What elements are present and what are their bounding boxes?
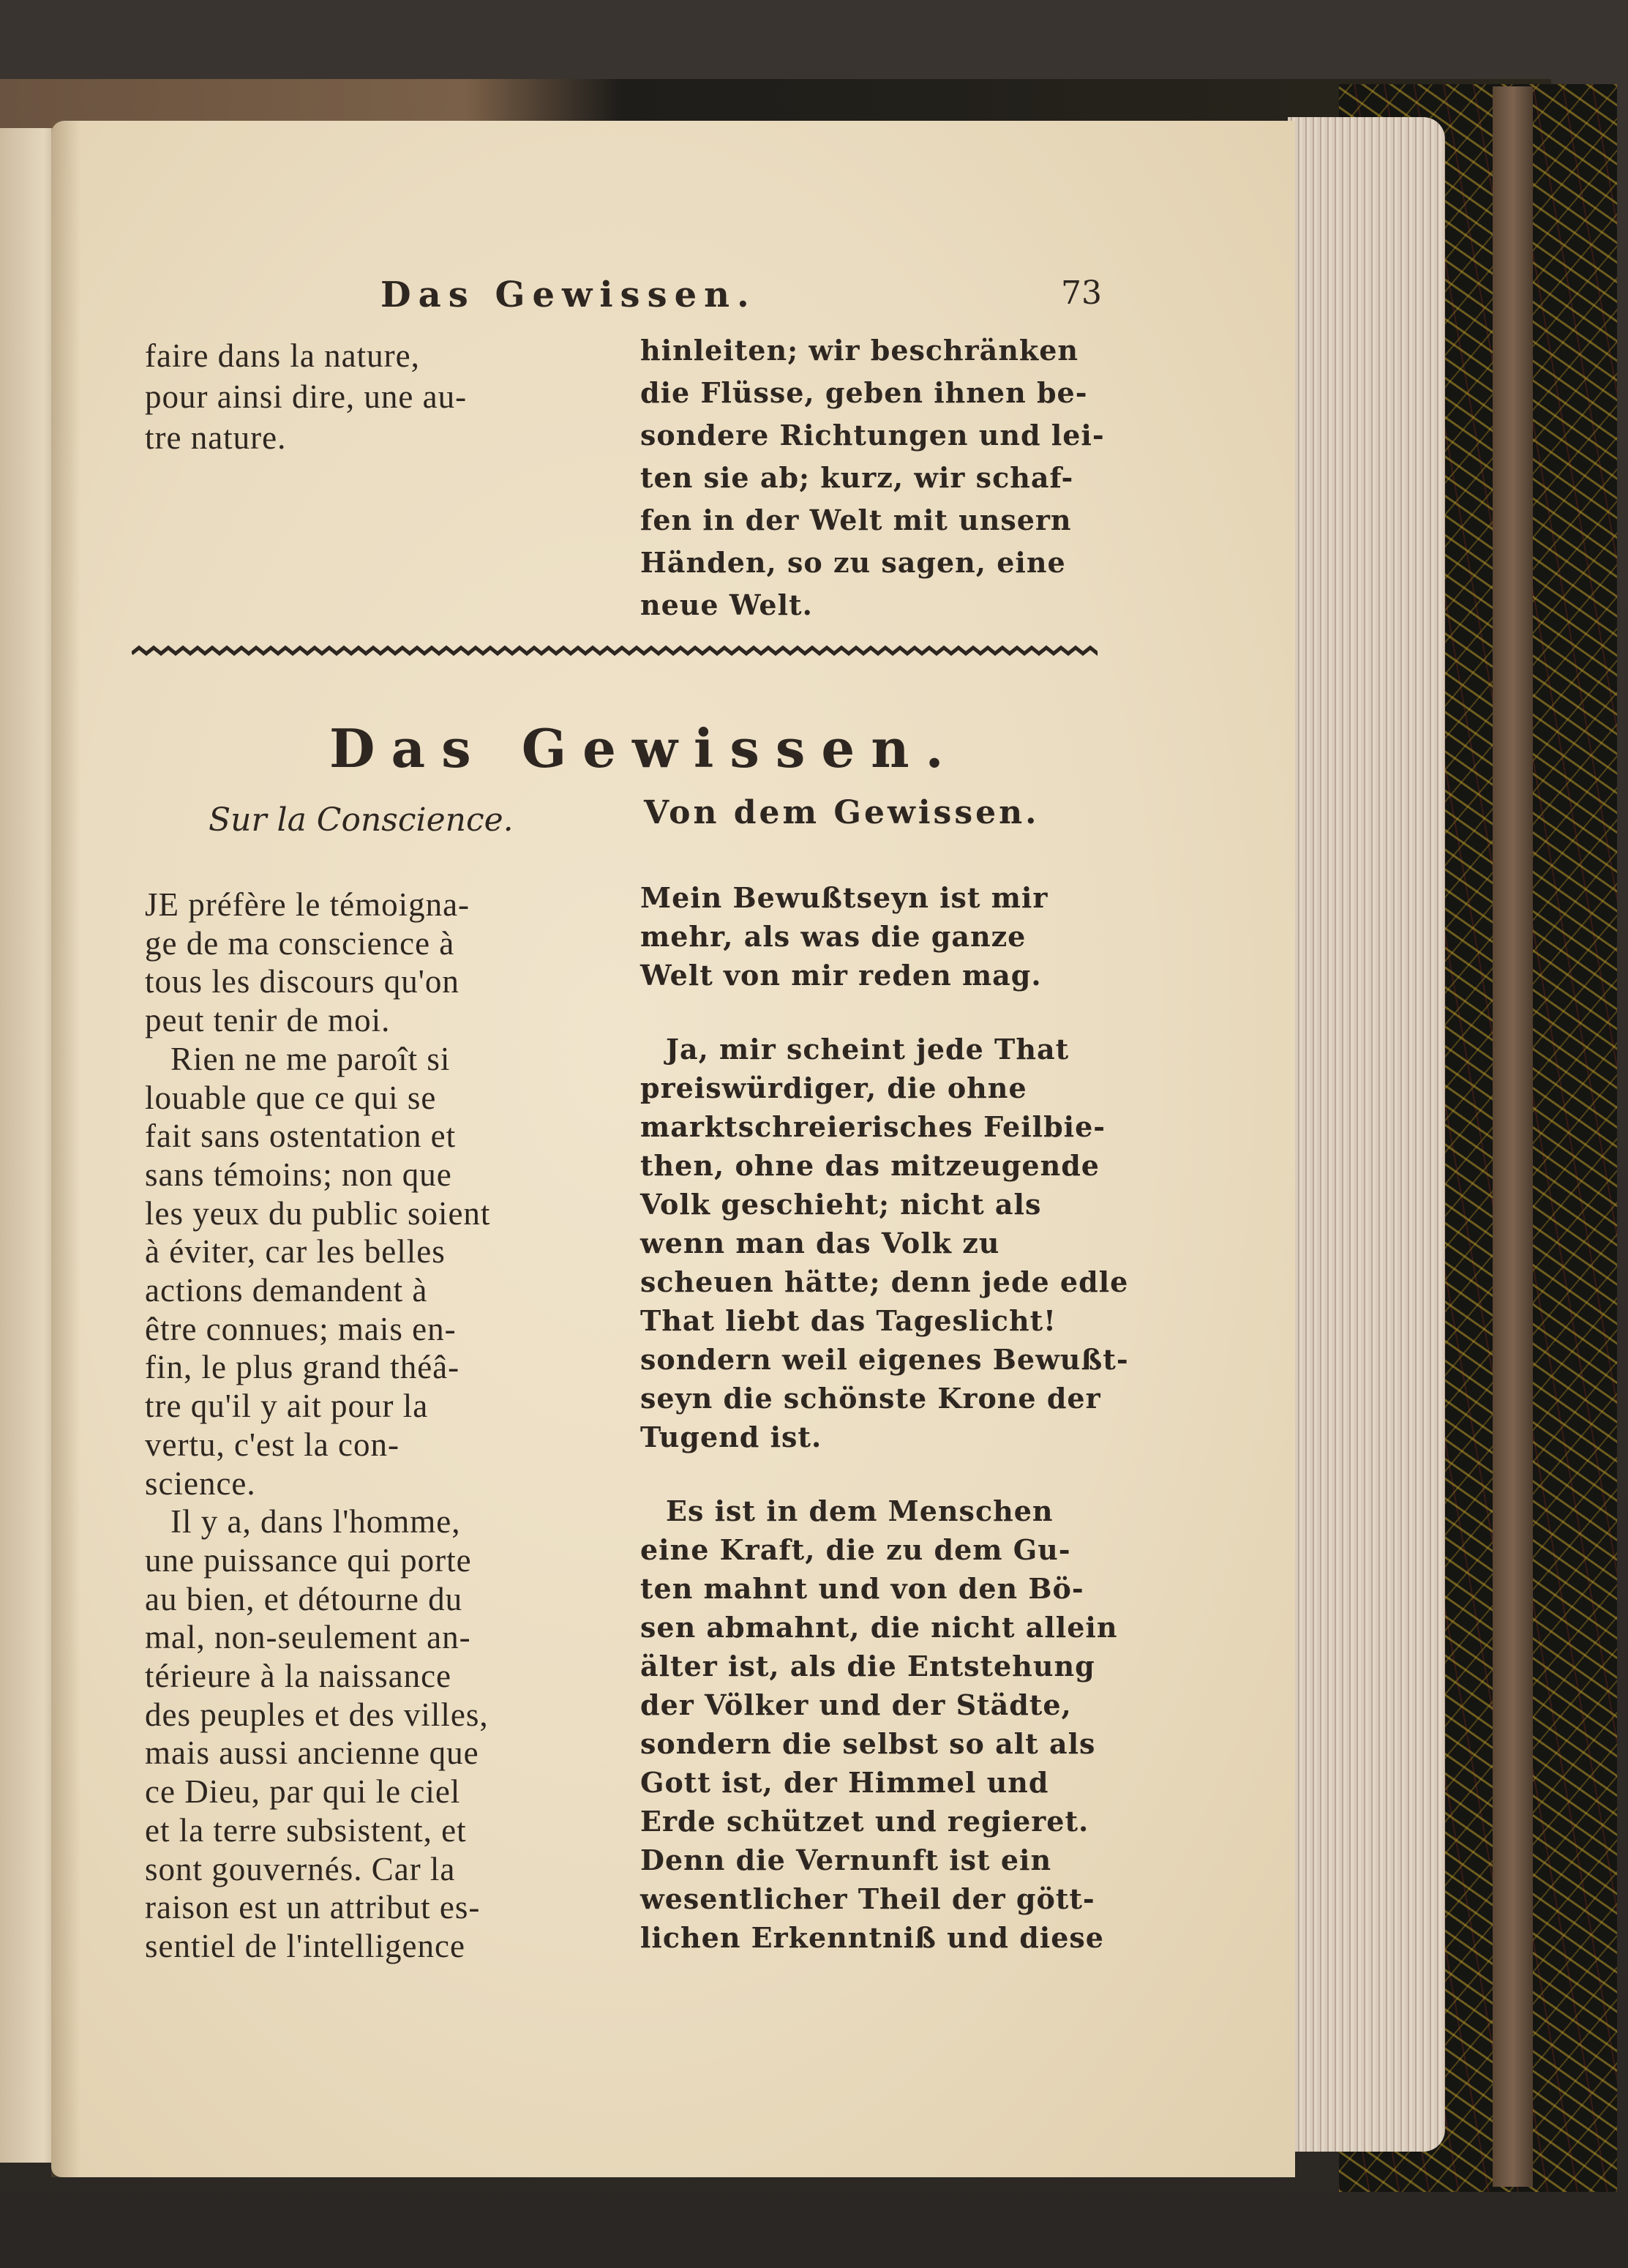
text-line: eine Kraft, die zu dem Gu-: [640, 1533, 1071, 1566]
text-line: wesentlicher Theil der gött-: [640, 1882, 1095, 1915]
text-line: sont gouvernés. Car la: [145, 1850, 456, 1887]
german-paragraph: [640, 878, 1129, 995]
book-cover-edge: [1493, 86, 1533, 2187]
german-paragraph: [640, 1030, 1129, 1456]
text-line: Händen, so zu sagen, eine: [640, 546, 1066, 579]
text-line: neue Welt.: [640, 588, 813, 621]
text-line: Welt von mir reden mag.: [640, 959, 1042, 992]
text-line: Gott ist, der Himmel und: [640, 1766, 1049, 1799]
text-line: wenn man das Volk zu: [640, 1227, 1000, 1260]
text-line: louable que ce qui se: [145, 1079, 437, 1116]
german-subtitle: Von dem Gewissen.: [644, 794, 1040, 831]
text-line: Il y a, dans l'homme,: [170, 1503, 461, 1541]
text-line: une puissance qui porte: [145, 1541, 472, 1579]
text-line: preiswürdiger, die ohne: [640, 1071, 1027, 1104]
text-line: actions demandent à: [145, 1272, 428, 1309]
text-line: sans témoins; non que: [145, 1156, 452, 1193]
text-line: les yeux du public soient: [145, 1194, 491, 1232]
text-line: Es ist in dem Menschen: [666, 1494, 1054, 1527]
text-line: pour ainsi dire, une au-: [145, 378, 468, 415]
text-line: peut tenir de moi.: [145, 1002, 391, 1039]
text-line: des peuples et des villes,: [145, 1696, 489, 1733]
text-line: et la terre subsistent, et: [145, 1811, 467, 1849]
text-line: Ja, mir scheint jede That: [666, 1033, 1070, 1066]
text-line: mal, non-seulement an-: [145, 1619, 471, 1656]
text-line: Rien ne me paroît si: [170, 1040, 451, 1077]
text-line: fait sans ostentation et: [145, 1118, 457, 1155]
german-column: [640, 878, 1129, 1992]
text-line: être connues; mais en-: [145, 1310, 457, 1347]
text-line: sondern die selbst so alt als: [640, 1727, 1096, 1760]
french-subtitle: Sur la Conscience.: [209, 801, 514, 839]
page-gutter-shadow: [51, 121, 80, 2177]
text-line: marktschreierisches Feilbie-: [640, 1110, 1106, 1143]
text-line: Denn die Vernunft ist ein: [640, 1844, 1052, 1876]
text-line: lichen Erkenntniß und diese: [640, 1921, 1104, 1954]
text-line: sentiel de l'intelligence: [145, 1927, 465, 1964]
text-line: raison est un attribut es-: [145, 1889, 481, 1926]
text-line: au bien, et détourne du: [145, 1580, 463, 1617]
french-continuation: [145, 335, 467, 458]
text-line: ge de ma conscience à: [145, 924, 455, 962]
german-paragraph: [640, 1492, 1129, 1957]
text-line: faire dans la nature,: [145, 337, 420, 374]
text-line: ce Dieu, par qui le ciel: [145, 1773, 461, 1811]
text-line: then, ohne das mitzeugende: [640, 1149, 1100, 1182]
text-line: science.: [145, 1464, 256, 1502]
text-line: sondern weil eigenes Bewußt-: [640, 1343, 1129, 1376]
text-line: tre nature.: [145, 419, 287, 456]
text-line: tous les discours qu'on: [145, 963, 459, 1000]
text-line: tre qu'il y ait pour la: [145, 1388, 429, 1425]
text-line: Tugend ist.: [640, 1421, 822, 1453]
text-line: seyn die schönste Krone der: [640, 1382, 1101, 1415]
text-line: JE préfère le témoigna-: [145, 886, 470, 923]
section-title: Das Gewissen.: [329, 717, 960, 779]
text-line: ten mahnt und von den Bö-: [640, 1572, 1084, 1605]
text-line: fin, le plus grand théâ-: [145, 1349, 460, 1386]
ornamental-rule: [132, 643, 1098, 665]
text-line: vertu, c'est la con-: [145, 1426, 400, 1463]
text-line: mais aussi ancienne que: [145, 1734, 479, 1772]
text-line: sen abmahnt, die nicht allein: [640, 1611, 1118, 1644]
german-continuation: [640, 329, 1105, 626]
text-line: ten sie ab; kurz, wir schaf-: [640, 461, 1074, 494]
page-stack: [1288, 117, 1445, 2152]
text-line: fen in der Welt mit unsern: [640, 504, 1072, 536]
text-line: Volk geschieht; nicht als: [640, 1188, 1042, 1221]
text-line: That liebt das Tageslicht!: [640, 1304, 1057, 1337]
running-head: Das Gewissen.: [380, 274, 757, 315]
text-line: sondere Richtungen und lei-: [640, 419, 1105, 452]
text-line: Mein Bewußtseyn ist mir: [640, 881, 1049, 914]
text-line: scheuen hätte; denn jede edle: [640, 1265, 1129, 1298]
text-line: mehr, als was die ganze: [640, 920, 1027, 953]
text-line: Erde schützet und regieret.: [640, 1805, 1089, 1838]
text-line: älter ist, als die Entstehung: [640, 1650, 1095, 1683]
text-line: térieure à la naissance: [145, 1658, 452, 1695]
page-number: 73: [1061, 274, 1102, 312]
text-line: à éviter, car les belles: [145, 1233, 446, 1270]
text-line: die Flüsse, geben ihnen be-: [640, 376, 1088, 409]
text-line: hinleiten; wir beschränken: [640, 334, 1079, 367]
text-line: der Völker und der Städte,: [640, 1688, 1072, 1721]
french-column: [145, 886, 490, 1966]
